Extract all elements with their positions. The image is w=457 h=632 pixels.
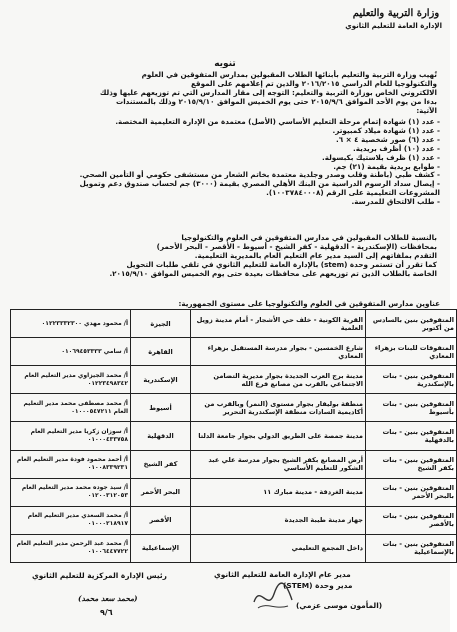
address-cell: مدينة الغردقة - مدينة مبارك ١١ [191, 478, 366, 506]
governorate-cell: القاهرة [131, 338, 191, 366]
intro-line: والتكنولوجيا للعام الدراسي ٢٠١٦/٢٠١٥ والذين تم إعلامهم على الموقع [190, 79, 437, 88]
governorate-cell: أسيوط [131, 394, 191, 422]
contact-cell: أ/ سيد جوده محمد مدير التعليم العام ٠١٢٠٠٣١٢٠٥٣ [11, 478, 131, 506]
address-cell: منطقة بوليفار بجوار مستوى (النمر) وبالقرب من أكاديمية السادات منطقة الإسكندرية التحرير [191, 394, 366, 422]
stem-director-name: (المأمون موسى عزمي) [296, 601, 383, 610]
closing-line: بمحافظات (الإسكندرية - الدقهلية - كفر الشيخ - أسيوط - الأقصر - البحر الأحمر) [156, 242, 437, 251]
head-signature-title: رئيس الإدارة المركزية للتعليم الثانوي [32, 571, 167, 580]
governorate-cell: كفر الشيخ [131, 450, 191, 478]
intro-paragraph [12, 70, 437, 115]
school-cell: المتفوقين بنين - بنات بالإسماعيلية [366, 534, 457, 562]
intro-line: بدءا من يوم الأحد الموافق ٢٠١٥/٩/٦ حتى يوم الخميس الموافق ٢٠١٥/٩/١٠ وذلك بالمستندات [116, 97, 437, 106]
table-row [11, 450, 457, 478]
school-cell: المتفوقين بنين - بنات بالإسكندرية [366, 366, 457, 394]
table-row [11, 366, 457, 394]
stem-unit-title: مدير وحدة (STEM) [283, 581, 353, 590]
table-row [11, 394, 457, 422]
department-name: الإدارة العامة للتعليم الثانوي [345, 22, 442, 30]
requirement-item: - كشف طبي (باطنة وقلب وصدر وجلدية معتمدة بخاتم الشعار من مستشفى حكومي أو التأمين الصحي. [79, 170, 440, 180]
address-cell: أرض المصانع بكفر الشيخ بجوار مدرسة علي عبد الشكور للتعليم الأساسي [191, 450, 366, 478]
closing-line: كما تقرر أن تستمر وحدة (stem) بالإدارة العامة للتعليم الثانوي في تلقي طلبات التحويل [126, 260, 437, 269]
requirement-item: - إيصال سداد الرسوم الدراسية من البنك الأهلي المصري بقيمة (٣٠٠٠) جم لحساب صندوق دعم وتمويل [79, 179, 440, 189]
schools-table [10, 309, 457, 563]
school-cell: المتفوقين بنين - بنات بالأقصر [366, 506, 457, 534]
address-cell: مدينة جمصة على الطريق الدولي بجوار جامعة الدلتا [191, 422, 366, 450]
requirement-item: - عدد (١) ظرف بلاستيك بكبسولة. [321, 152, 440, 162]
contact-cell: أ/ محمد السعدي مدير التعليم العام ٠١٠٠٠٢١٨٩١٧ [11, 506, 131, 534]
address-cell: مدينة برج العرب الجديدة بجوار مديرية التضامن الاجتماعي بالقرب من مصانع فرع الله [191, 366, 366, 394]
governorate-cell: الإسكندرية [131, 366, 191, 394]
table-row [11, 534, 457, 562]
intro-line: تُهيب وزارة التربية والتعليم بأبنائها الطلاب المقبولين بمدارس المتفوقين في العلوم [141, 70, 437, 79]
closing-paragraph [12, 233, 437, 278]
requirement-item: المشروعات التعليمية على الرقم (١٠٠٣٧٨٤٠٠٠٨). [266, 188, 440, 198]
requirement-item: - طوابع بريدية بقيمة (٢١) جم. [333, 161, 440, 171]
requirement-item: - طلب الالتحاق للمدرسة. [351, 197, 440, 207]
ministry-logo: وزارة التربية والتعليم [352, 8, 440, 19]
contact-cell: أ/ محمد عبد الرحمن مدير التعليم العام ٠١٠٠٦٤٤٧٧٢٢ [11, 534, 131, 562]
requirement-item: - عدد (١) شهادة ميلاد كمبيوتر. [332, 125, 440, 135]
address-cell: داخل المجمع التعليمي [191, 534, 366, 562]
requirement-item: - عدد (١) شهادة إتمام مرحلة التعليم الأساسي (الأصل) معتمدة من الإدارة التعليمية المختصة. [115, 117, 440, 126]
contact-cell: أ/ سامي ٠١٠٦٩٤٥٣٣٣٣ [11, 338, 131, 366]
head-director-name: (محمد سعد محمد) [78, 594, 138, 603]
notice-title: تنويه [214, 59, 236, 69]
address-cell: القرية الكونية - خلف حي الأشجار - أمام مدينة زويل العلمية [191, 310, 366, 338]
school-cell: المتفوقين بنين بالسادس من أكتوبر [366, 310, 457, 338]
school-cell: المتفوقين بنين - بنات بأسيوط [366, 394, 457, 422]
contact-cell: أ/ أحمد محمود فودة مدير التعليم العام ٠١٠٠٨٣٣٩٢٣١ [11, 450, 131, 478]
intro-line: الالكتروني الخاص بوزارة التربية والتعليم: التوجه إلى مقار المدارس التي تم توزيعهم عليها وذلك [99, 88, 437, 97]
requirements-list [12, 118, 440, 207]
closing-line: الخاصة بالطلاب الذين تم توزيعهم على محافظات بعيدة حتى يوم الخميس الموافق ٢٠١٥/٩/١٠. [109, 269, 437, 278]
contact-cell: أ/ محمود مهدي ٠١٢٢٣٣٣٢٣٠٠ [11, 310, 131, 338]
contact-cell: أ/ محمد مصطفى محمد مدير التعليم العام ٠١٠٠٠٥٤٧٢١١ [11, 394, 131, 422]
requirement-item: - عدد (١٠) أظرف بريدية. [353, 143, 440, 153]
governorate-cell: البحر الأحمر [131, 478, 191, 506]
closing-line: بالنسبة للطلاب المقبولين في مدارس المتفوقين في العلوم والتكنولوجيا [181, 233, 437, 242]
governorate-cell: الدقهلية [131, 422, 191, 450]
school-cell: المتفوقين بنين - بنات بالدقهلية [366, 422, 457, 450]
signature-scribble-icon [250, 572, 296, 618]
handwritten-mark: ٩/٦ [100, 608, 113, 617]
closing-line: التقدم بملفاتهم إلى السيد مدير عام التعليم العام بالمديرية التعليمية. [194, 251, 437, 260]
table-row [11, 422, 457, 450]
table-title: عناوين مدارس المتفوقين في العلوم والتكنولوجيا على مستوى الجمهورية: [178, 299, 440, 308]
intro-line: الآتية: [416, 106, 437, 115]
school-cell: المتفوقين بنين - بنات بالبحر الأحمر [366, 478, 457, 506]
address-cell: شارع الخمسين - بجوار مدرسة المستقبل بزهراء المعادي [191, 338, 366, 366]
governorate-cell: الجيزة [131, 310, 191, 338]
contact-cell: أ/ محمد الجيزاوي مدير التعليم العام ٠١٢٢٣٤٩٨٣٤٢ [11, 366, 131, 394]
address-cell: جهاز مدينة طيبة الجديدة [191, 506, 366, 534]
requirement-item: - عدد (٦) صور شخصية ٤ × ٦. [336, 134, 440, 144]
school-cell: المتفوقات للبنات بزهراء المعادي [366, 338, 457, 366]
gm-signature-title: مدير عام الإدارة العامة للتعليم الثانوي [214, 570, 351, 579]
governorate-cell: الإسماعيلية [131, 534, 191, 562]
table-row [11, 338, 457, 366]
contact-cell: أ/ سوزان زكريا مدير التعليم العام ٠١٠٠٠٤٣٣٧٥٨ [11, 422, 131, 450]
table-row [11, 478, 457, 506]
table-row [11, 506, 457, 534]
school-cell: المتفوقين بنين - بنات بكفر الشيخ [366, 450, 457, 478]
table-row [11, 310, 457, 338]
governorate-cell: الأقصر [131, 506, 191, 534]
